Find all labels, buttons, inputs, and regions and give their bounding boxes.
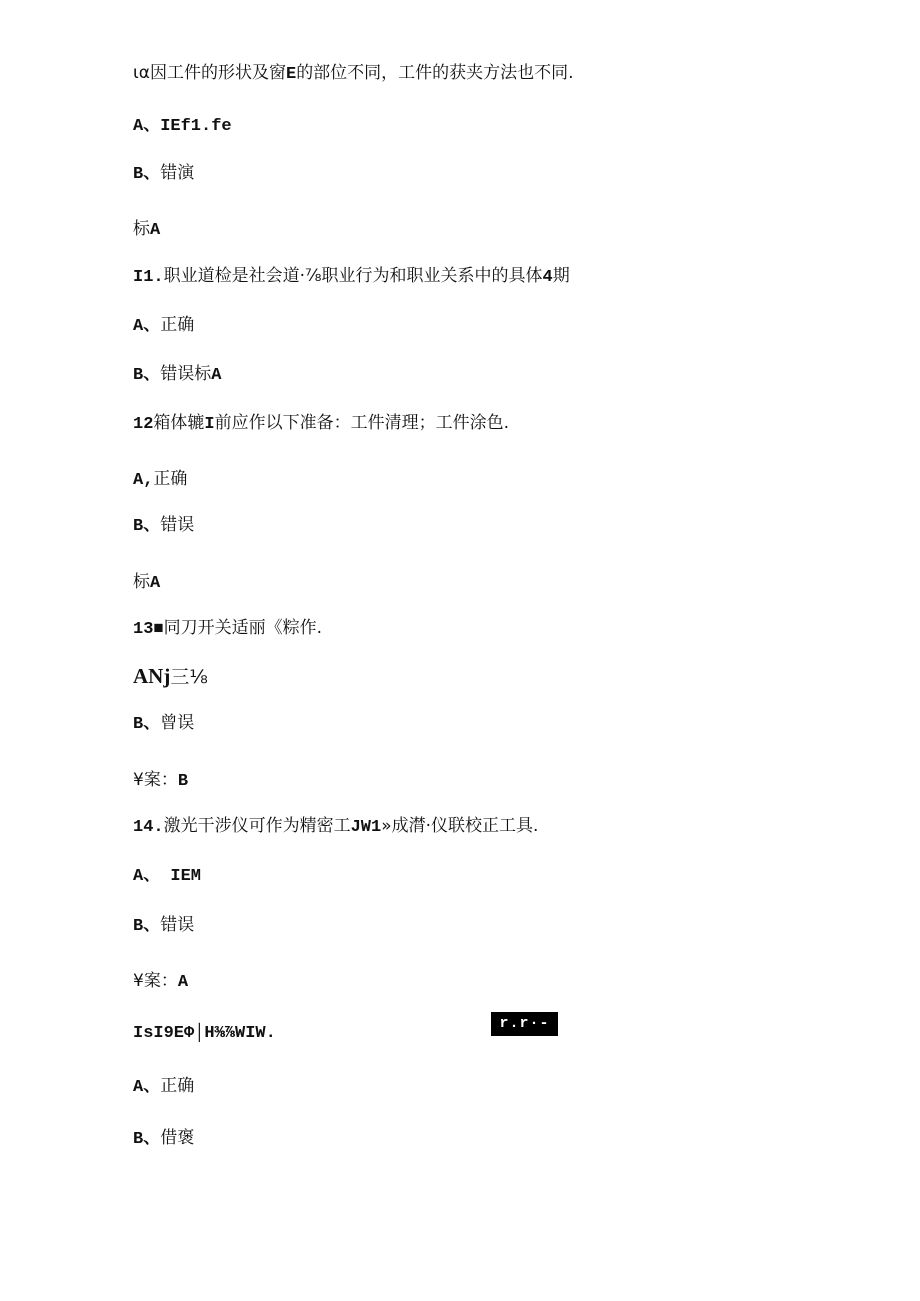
question-10-answer: 标A [133, 219, 161, 240]
question-12-option-a: A,正确 [133, 469, 188, 490]
question-12-text: 12箱体辘I前应作以下准备：工件清理；工件涂色. [133, 413, 510, 434]
question-15-option-a: A、正确 [133, 1076, 195, 1097]
question-13-text: 13■同刀开关适丽《粽作. [133, 618, 323, 639]
question-13-answer: ¥案：B [133, 770, 189, 791]
question-10-option-a: A、IEf1.fe [133, 117, 232, 136]
question-11-option-b-answer: B、错误标A [133, 364, 222, 385]
question-15-option-b: B、借褒 [133, 1128, 195, 1149]
question-12-option-b: B、错误 [133, 515, 195, 536]
question-14-option-b: B、错误 [133, 915, 195, 936]
question-15-text: IsI9EΦ│H⅜⅞WIW. [133, 1024, 276, 1043]
question-12-answer: 标A [133, 572, 161, 593]
question-14-answer: ¥案：A [133, 971, 189, 992]
question-11-text: I1.职业道检是社会道·⅞职业行为和职业关系中的具体4期 [133, 266, 570, 287]
black-stamp-label: r.r·- [491, 1012, 558, 1036]
question-11-option-a: A、正确 [133, 315, 195, 336]
question-13-option-a: ANj三⅛ [133, 664, 208, 688]
question-14-text: 14.激光干涉仪可作为精密工JW1»成潸·仪联校正工具. [133, 816, 539, 837]
question-14-option-a: A、 IEM [133, 867, 202, 886]
question-10-option-b: B、错演 [133, 163, 195, 184]
question-10-text: ια因工件的形状及窗E的部位不同，工件的获夹方法也不同. [133, 63, 574, 84]
question-13-option-b: B、曾误 [133, 713, 195, 734]
